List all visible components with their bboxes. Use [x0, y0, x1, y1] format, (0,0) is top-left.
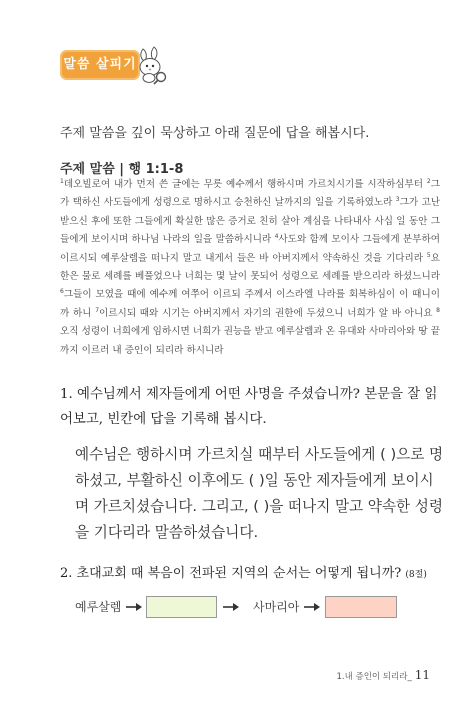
verse-number: 2: [426, 177, 431, 185]
verse-text: 그들이 모였을 때에 예수께 여쭈어 이르되 주께서 이스라엘 나라를 회복하심이 이 때니이까 하니: [60, 289, 440, 319]
question-2-note: (8절): [405, 570, 427, 580]
verse-number: 1: [60, 177, 64, 185]
arrow-right-icon: [304, 603, 320, 611]
footer-chapter: 1.내 증인이 되리라_: [336, 672, 412, 682]
verse-number: 5: [426, 251, 431, 259]
verse-text: 데오빌로여 내가 먼저 쓴 글에는 무릇 예수께서 행하시며 가르치시기를 시작하심부터: [63, 179, 427, 190]
badge-label: 말씀 살피기: [63, 57, 137, 72]
answer-box-2[interactable]: [325, 596, 397, 618]
scripture-passage: [60, 176, 440, 360]
answer-1-fill-in: 예수님은 행하시며 가르치실 때부터 사도들에게 ( )으로 명하셨고, 부활하신 이후에도 ( )일 동안 제자들에게 보이시며 가르치셨습니다. 그리고, ( )을 떠나지 말고 약속한 성령을 기다리라 말씀하셨습니다.: [75, 446, 444, 541]
verse-number: 4: [274, 233, 279, 241]
place-samaria: 사마리아: [253, 600, 300, 614]
region-flow: [75, 596, 455, 618]
intro-text: 주제 말씀을 깊이 묵상하고 아래 질문에 답을 해봅시다.: [60, 126, 370, 141]
verse-text: 그가 택하신 사도들에게 성령으로 명하시고 승천하신 날까지의 일을 기록하였노라: [60, 179, 440, 209]
arrow-right-icon: [126, 603, 142, 611]
place-jerusalem: 예루살렘: [75, 600, 122, 614]
verse-text: 사도와 함께 모이사 그들에게 분부하여 이르시되 예루살렘을 떠나지 말고 내게서 들은 바 아버지께서 약속하신 것을 기다리라: [60, 234, 440, 264]
bunny-icon: [134, 45, 168, 85]
verse-number: 6: [60, 288, 64, 296]
page-number: 11: [414, 668, 430, 682]
verse-text: 요한은 물로 세례를 베풀었으나 너희는 몇 날이 못되어 성령으로 세례를 받으리라 하셨느니라: [60, 252, 440, 283]
verse-text: 오직 성령이 너희에게 임하시면 너희가 권능을 받고 예루살렘과 온 유대와 사마리아와 땅 끝까지 이르러 내 증인이 되리라 하시니라: [60, 326, 440, 356]
question-2-text: 2. 초대교회 때 복음이 전파된 지역의 순서는 어떻게 됩니까?: [60, 566, 402, 581]
verse-text: 그가 고난 받으신 후에 또한 그들에게 확실한 많은 증거로 친히 살아 계심을 나타내사 사십 일 동안 그들에게 보이시며 하나님 나라의 일을 말씀하시니라: [60, 197, 440, 246]
section-title: 주제 말씀 | 행 1:1-8: [60, 162, 184, 177]
question-2: [60, 562, 440, 581]
verse-number: 8: [436, 306, 440, 314]
page-footer: [330, 668, 430, 682]
section-badge: [60, 45, 168, 85]
verse-text: 이르시되 때와 시기는 아버지께서 자기의 권한에 두셨으니 너희가 알 바 아니요: [99, 307, 437, 319]
verse-number: 3: [395, 196, 400, 204]
answer-box-1[interactable]: [146, 596, 217, 618]
verse-number: 7: [95, 306, 100, 314]
question-1: 1. 예수님께서 제자들에게 어떤 사명을 주셨습니까? 본문을 잘 읽어보고, 빈칸에 답을 기록해 봅시다.: [60, 387, 438, 427]
arrow-right-icon: [223, 603, 239, 611]
